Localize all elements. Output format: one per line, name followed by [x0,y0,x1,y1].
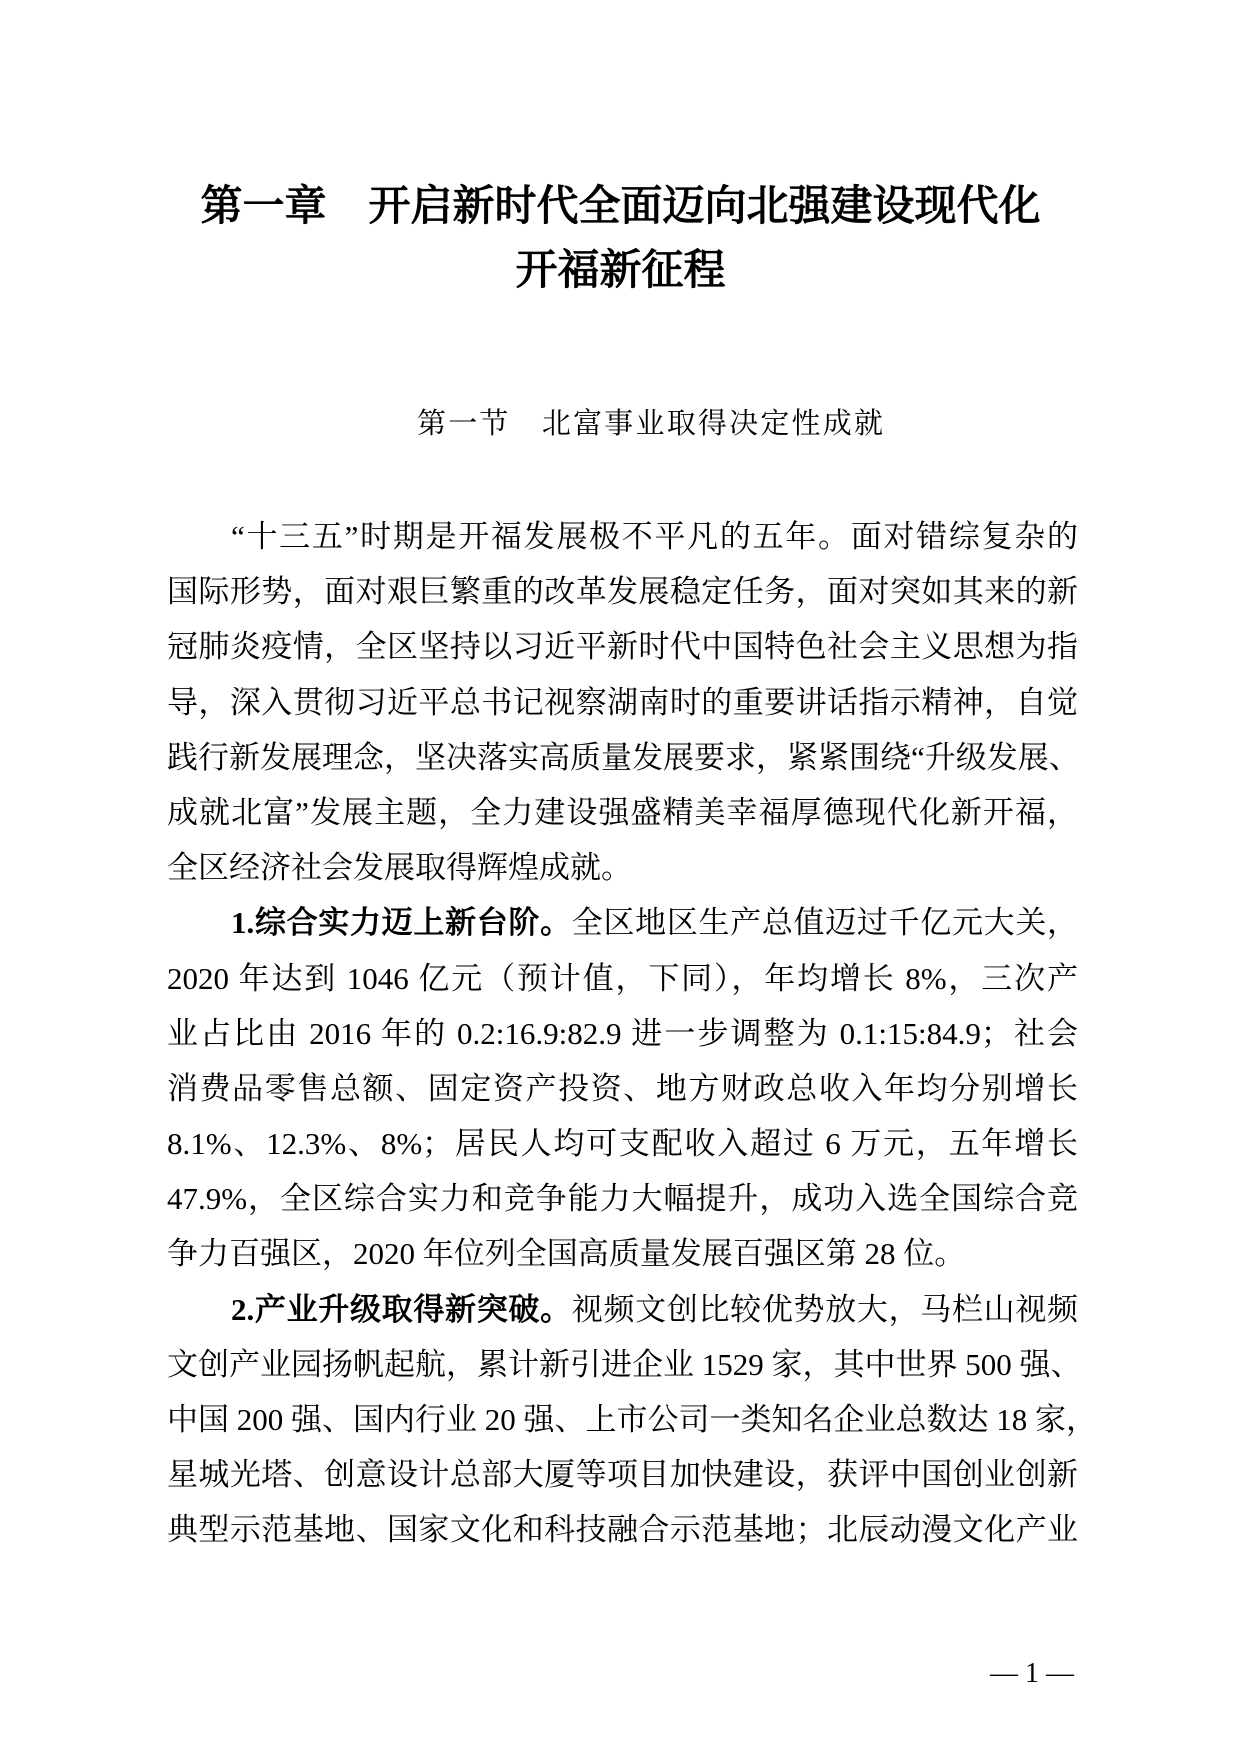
section-title: 第一节 北富事业取得决定性成就 [417,406,883,440]
paragraph-line [167,1447,1078,1502]
paragraph-text: 业占比由 2016 年的 0.2:16.9:82.9 进一步调整为 0.1:15:84.9；社会 [167,1015,1078,1051]
paragraph-line [167,1226,1078,1281]
paragraph-text: 2020 年达到 1046 亿元（预计值，下同），年均增长 8%，三次产 [167,960,1078,996]
paragraph-text: 星城光塔、创意设计总部大厦等项目加快建设，获评中国创业创新 [167,1457,1078,1493]
paragraph-text: 文创产业园扬帆起航，累计新引进企业 1529 家，其中世界 500 强、 [167,1346,1082,1382]
paragraph-line [167,1006,1078,1061]
paragraph-line [167,1171,1078,1226]
paragraph-text: 典型示范基地、国家文化和科技融合示范基地；北辰动漫文化产业 [167,1512,1078,1548]
paragraph-line [167,1116,1078,1171]
paragraph-line [167,509,1078,564]
paragraph-line [167,1502,1078,1557]
chapter-title-line-2: 开福新征程 [515,248,726,294]
paragraph-line [167,840,1078,895]
paragraph-text: 国际形势，面对艰巨繁重的改革发展稳定任务，面对突如其来的新 [167,574,1078,610]
paragraph-lead: 1.综合实力迈上新台阶。 [231,905,572,941]
paragraph-text: 导，深入贯彻习近平总书记视察湖南时的重要讲话指示精神，自觉 [167,684,1078,720]
paragraph-text: 成就北富”发展主题，全力建设强盛精美幸福厚德现代化新开福， [167,794,1078,830]
paragraph-lead: 2.产业升级取得新突破。 [231,1291,572,1327]
paragraph-line [167,1282,1078,1337]
paragraph-line [167,1061,1078,1116]
paragraph-text: 47.9%，全区综合实力和竞争能力大幅提升，成功入选全国综合竞 [167,1181,1078,1217]
paragraph-line [167,1392,1097,1447]
paragraph-text: 消费品零售总额、固定资产投资、地方财政总收入年均分别增长 [167,1070,1078,1106]
paragraph-line [167,785,1078,840]
paragraph-line [167,1337,1082,1392]
paragraph-text: 争力百强区，2020 年位列全国高质量发展百强区第 28 位。 [167,1236,966,1272]
page-number: — 1 — [990,1658,1074,1689]
paragraph-line [167,730,1078,785]
paragraph-text: 8.1%、12.3%、8%；居民人均可支配收入超过 6 万元，五年增长 [167,1126,1078,1162]
paragraph-text: 视频文创比较优势放大，马栏山视频 [571,1291,1079,1327]
paragraph-text: 冠肺炎疫情，全区坚持以习近平新时代中国特色社会主义思想为指 [167,629,1078,665]
paragraph-text: 中国 200 强、国内行业 20 强、上市公司一类知名企业总数达 18 家， [167,1402,1097,1437]
paragraph-line [167,564,1078,619]
paragraph-line [167,619,1078,674]
paragraph-text: “十三五”时期是开福发展极不平凡的五年。面对错综复杂的 [231,519,1078,554]
chapter-title-line-1: 第一章 开启新时代全面迈向北强建设现代化 [200,184,1041,230]
paragraph-text: 全区经济社会发展取得辉煌成就。 [167,850,632,886]
paragraph-text: 全区地区生产总值迈过千亿元大关， [571,905,1079,941]
paragraph-line [167,895,1078,950]
body-text [167,509,1097,1558]
paragraph-line [167,951,1078,1006]
paragraph-text: 践行新发展理念，坚决落实高质量发展要求，紧紧围绕“升级发展、 [167,739,1080,775]
paragraph-line [167,675,1078,730]
